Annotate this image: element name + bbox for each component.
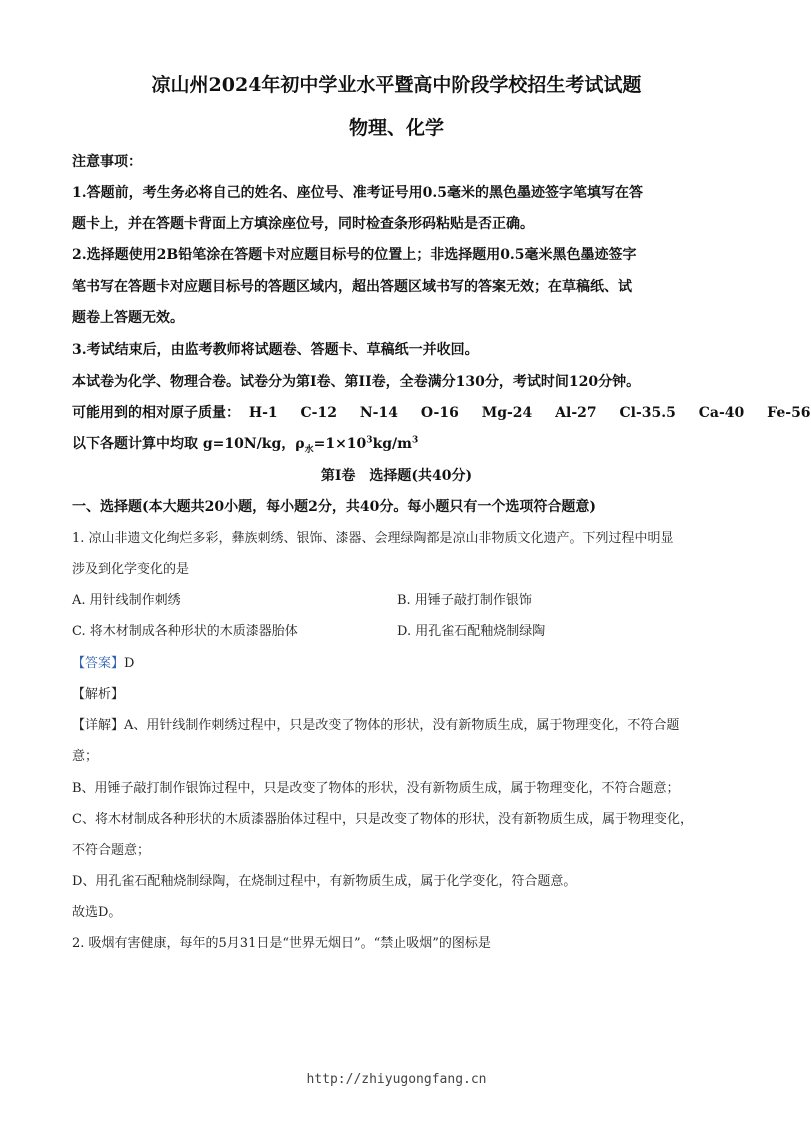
gravity-constant: 以下各题计算中均取 g=10N/kg， (72, 436, 296, 452)
question-2-stem: 2. 吸烟有害健康，每年的5月31日是“世界无烟日”。“禁止吸烟”的图标是 (72, 936, 491, 951)
calculation-constants (72, 433, 721, 455)
detail-a-text: A、用针线制作刺绣过程中，只是改变了物体的形状，没有新物质生成，属于物理变化，不符合题 (124, 718, 680, 733)
atomic-mass-al: Al-27 (555, 405, 597, 421)
page-subtitle: 物理、化学 (348, 117, 444, 139)
density-unit-exponent: 3 (411, 435, 419, 446)
notice-item-2-line-3: 题卷上答题无效。 (72, 310, 184, 326)
page-title: 凉山州2024年初中学业水平暨高中阶段学校招生考试试题 (151, 74, 642, 96)
footer-url[interactable]: http://zhiyugongfang.cn (306, 1072, 487, 1087)
atomic-mass-o: O-16 (420, 405, 459, 421)
paper-info: 本试卷为化学、物理合卷。试卷分为第I卷、第II卷，全卷满分130分，考试时间120分钟。 (72, 374, 641, 390)
atomic-mass-ca: Ca-40 (698, 405, 745, 421)
answer-line (72, 652, 721, 671)
notice-item-1-line-2: 题卡上，并在答题卡背面上方填涂座位号，同时检查条形码粘贴是否正确。 (72, 216, 534, 232)
notice-item-1-line-1: 1.答题前，考生务必将自己的姓名、座位号、准考证号用0.5毫米的黑色墨迹签字笔填写在答 (72, 185, 643, 201)
question-1-stem-line-2: 涉及到化学变化的是 (72, 562, 190, 577)
atomic-mass-cl: Cl-35.5 (619, 405, 676, 421)
notice-item-3: 3.考试结束后，由监考教师将试题卷、答题卡、草稿纸一并收回。 (72, 342, 479, 358)
answer-value: D (124, 656, 135, 671)
density-unit: kg/m (372, 436, 412, 452)
detail-b: B、用锤子敲打制作银饰过程中，只是改变了物体的形状，没有新物质生成，属于物理变化，不符合题意； (72, 781, 680, 796)
option-d: D. 用孔雀石配釉烧制绿陶 (397, 624, 546, 639)
rho-symbol: ρ (295, 436, 305, 452)
notice-item-2-line-1: 2.选择题使用2B铅笔涂在答题卡对应题目标号的位置上；非选择题用0.5毫米黑色墨迹签字 (72, 247, 637, 263)
atomic-mass-line (72, 402, 811, 422)
atomic-mass-mg: Mg-24 (481, 405, 533, 421)
rho-subscript: 水 (304, 444, 314, 455)
detail-tag: 【详解】 (72, 718, 125, 733)
detail-c-line-2: 不符合题意； (72, 843, 151, 858)
part-title: 一、选择题(本大题共20小题，每小题2分，共40分。每小题只有一个选项符合题意) (72, 499, 596, 515)
atomic-mass-fe: Fe-56 (767, 405, 811, 421)
water-density-value: =1×10 (313, 436, 367, 452)
detail-d: D、用孔雀石配釉烧制绿陶，在烧制过程中，有新物质生成，属于化学变化，符合题意。 (72, 874, 577, 889)
answer-tag: 【答案】 (72, 656, 125, 671)
conclusion: 故选D。 (72, 905, 122, 920)
option-b: B. 用锤子敲打制作银饰 (397, 593, 532, 608)
notice-heading: 注意事项： (72, 154, 142, 170)
density-exponent: 3 (366, 435, 373, 446)
volume-title: 第I卷 选择题(共40分) (320, 468, 473, 484)
question-1-stem-line-1: 1. 凉山非遗文化绚烂多彩，彝族刺绣、银饰、漆器、会理绿陶都是凉山非物质文化遗产。下列过程中明显 (72, 531, 674, 546)
detail-a-line-1 (72, 714, 721, 733)
atomic-mass-h: H-1 (248, 405, 278, 421)
option-a: A. 用针线制作刺绣 (72, 593, 181, 608)
option-c: C. 将木材制成各种形状的木质漆器胎体 (72, 624, 298, 639)
detail-a-line-2: 意； (72, 749, 99, 764)
analysis-tag: 【解析】 (72, 687, 125, 702)
detail-c-line-1: C、将木材制成各种形状的木质漆器胎体过程中，只是改变了物体的形状，没有新物质生成，属于物理变化， (72, 812, 693, 827)
atomic-mass-label: 可能用到的相对原子质量： (72, 405, 240, 421)
notice-item-2-line-2: 笔书写在答题卡对应题目标号的答题区域内，超出答题区域书写的答案无效；在草稿纸、试 (72, 279, 632, 295)
atomic-mass-n: N-14 (359, 405, 398, 421)
atomic-mass-c: C-12 (300, 405, 337, 421)
